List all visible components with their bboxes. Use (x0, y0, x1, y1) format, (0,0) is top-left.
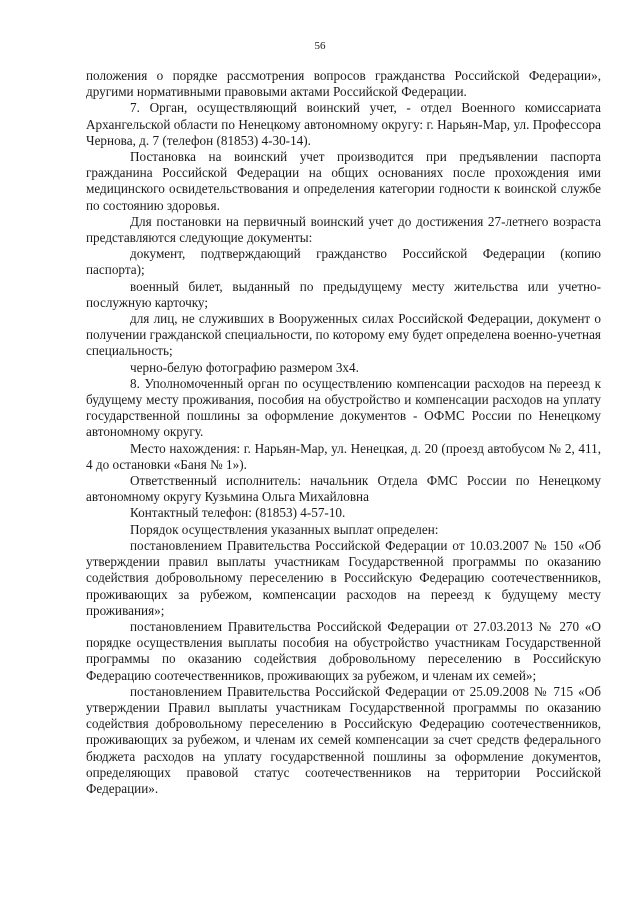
paragraph: документ, подтверждающий гражданство Российской Федерации (копию паспорта); (86, 246, 601, 278)
paragraph: Контактный телефон: (81853) 4-57-10. (130, 505, 346, 521)
page-number: 56 (314, 40, 326, 52)
paragraph: Для постановки на первичный воинский учет до достижения 27-летнего возраста представляются следующие документы: (86, 213, 601, 246)
paragraph: постановлением Правительства Российской Федерации от 10.03.2007 № 150 «Об утверждении правил выплаты участникам Государственной программы по оказанию содействия добровольному переселению в Российскую Федерацию соотечественников, проживающих за рубежом, компенсации расходов на переезд к будущему месту проживания»; (86, 537, 601, 618)
paragraph: 8. Уполномоченный орган по осуществлению компенсации расходов на переезд к будущему месту проживания, пособия на обустройство и компенсации расходов на уплату государственной пошлины за оформление документов - ОФМС России по Ненецкому автономному округу. (86, 375, 601, 440)
paragraph: черно-белую фотографию размером 3х4. (130, 359, 359, 375)
paragraph: постановлением Правительства Российской Федерации от 27.03.2013 № 270 «О порядке осуществления выплаты пособия на обустройство участникам Государственной программы по оказанию содействия добровольному переселению в Российскую Федерацию соотечественников, проживающих за рубежом, и членам их семей»; (86, 618, 601, 683)
document-body (86, 68, 601, 797)
paragraph: Место нахождения: г. Нарьян-Мар, ул. Ненецкая, д. 20 (проезд автобусом № 2, 411, 4 до остановки «Баня № 1»). (86, 440, 601, 472)
paragraph: 7. Орган, осуществляющий воинский учет, - отдел Военного комиссариата Архангельской области по Ненецкому автономному округу: г. Нарьян-Мар, ул. Профессора Чернова, д. 7 (телефон (81853) 4-30-14). (86, 100, 601, 148)
paragraph: Постановка на воинский учет производится при предъявлении паспорта гражданина Российской Федерации на общих основаниях после прохождения ими медицинского освидетельствования и определения категории годности к воинской службе по состоянию здоровья. (86, 149, 601, 213)
paragraph: для лиц, не служивших в Вооруженных силах Российской Федерации, документ о получении гражданской специальности, по которому ему будет определена военно-учетная специальность; (86, 311, 601, 359)
paragraph: Ответственный исполнитель: начальник Отдела ФМС России по Ненецкому автономному округу Кузьмина Ольга Михайловна (86, 473, 601, 505)
paragraph: Порядок осуществления указанных выплат определен: (130, 521, 439, 537)
paragraph: положения о порядке рассмотрения вопросов гражданства Российской Федерации», другими нормативными правовыми актами Российской Федерации. (86, 68, 601, 100)
paragraph: постановлением Правительства Российской Федерации от 25.09.2008 № 715 «Об утверждении Правил выплаты участникам Государственной программы по оказанию содействия добровольному переселению в Российскую Федерацию соотечественников, проживающих за рубежом, и членам их семей компенсации за счет средств федерального бюджета расходов на уплату государственной пошлины за оформление документов, определяющих правовой статус соотечественников на территории Российской Федерации». (86, 683, 601, 796)
paragraph: военный билет, выданный по предыдущему месту жительства или учетно-послужную карточку; (86, 278, 601, 310)
